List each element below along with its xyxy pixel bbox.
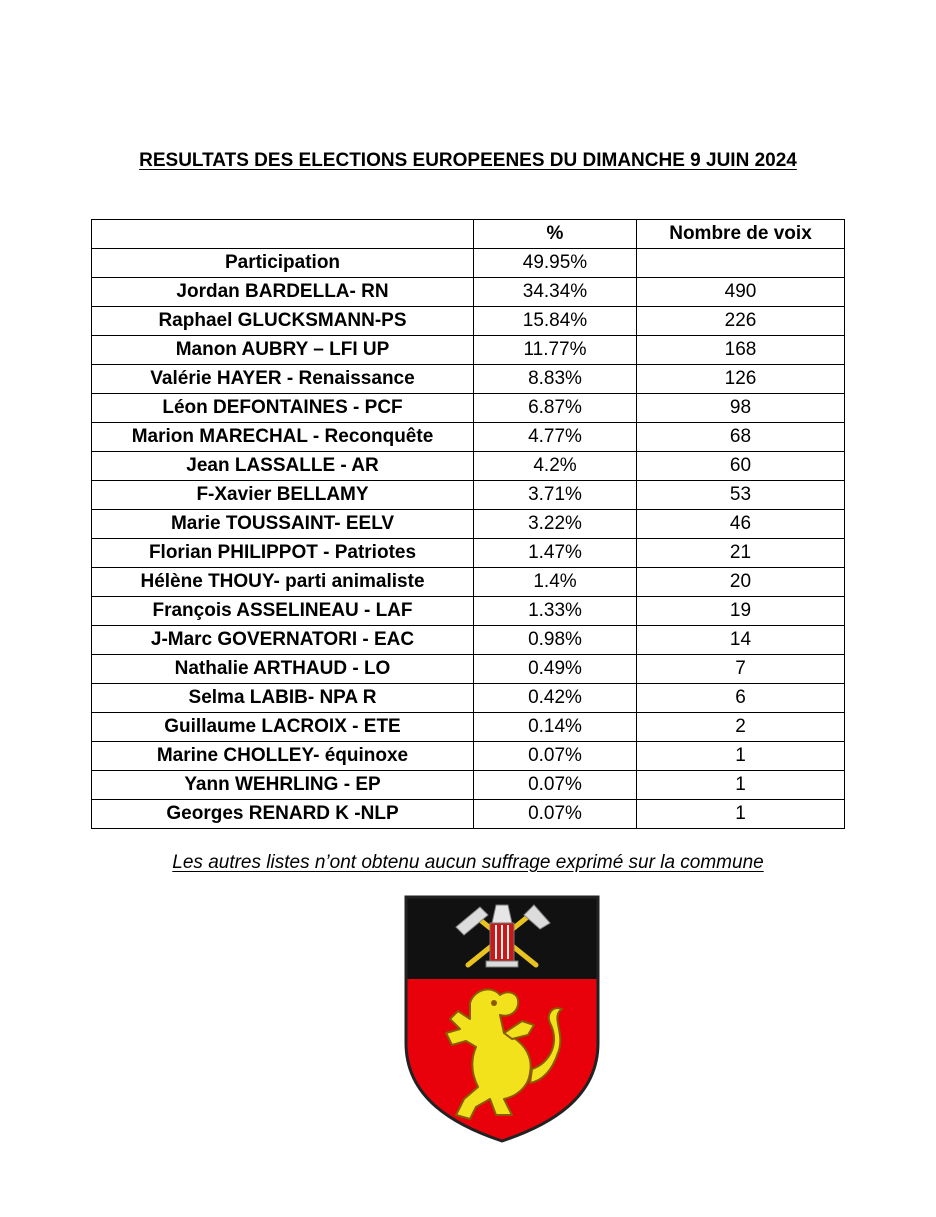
table-row xyxy=(92,336,845,365)
table-row xyxy=(92,452,845,481)
candidate-cell: François ASSELINEAU - LAF xyxy=(92,597,474,626)
table-row xyxy=(92,278,845,307)
table-row xyxy=(92,481,845,510)
header-candidate xyxy=(92,220,474,249)
results-table xyxy=(91,219,845,829)
table-row xyxy=(92,771,845,800)
votes-cell: 126 xyxy=(637,365,845,394)
table-row xyxy=(92,626,845,655)
votes-cell: 1 xyxy=(637,742,845,771)
table-header-row xyxy=(92,220,845,249)
candidate-cell: Florian PHILIPPOT - Patriotes xyxy=(92,539,474,568)
votes-cell: 7 xyxy=(637,655,845,684)
votes-cell: 60 xyxy=(637,452,845,481)
percent-cell: 1.4% xyxy=(474,568,637,597)
table-row xyxy=(92,800,845,829)
votes-cell: 2 xyxy=(637,713,845,742)
votes-cell: 68 xyxy=(637,423,845,452)
candidate-cell: Manon AUBRY – LFI UP xyxy=(92,336,474,365)
percent-cell: 34.34% xyxy=(474,278,637,307)
percent-cell: 8.83% xyxy=(474,365,637,394)
candidate-cell: F-Xavier BELLAMY xyxy=(92,481,474,510)
table-row xyxy=(92,249,845,278)
candidate-cell: J-Marc GOVERNATORI - EAC xyxy=(92,626,474,655)
table-row xyxy=(92,713,845,742)
votes-cell: 168 xyxy=(637,336,845,365)
coat-of-arms-icon xyxy=(400,893,604,1145)
candidate-cell: Raphael GLUCKSMANN-PS xyxy=(92,307,474,336)
percent-cell: 0.07% xyxy=(474,742,637,771)
table-row xyxy=(92,423,845,452)
percent-cell: 4.2% xyxy=(474,452,637,481)
votes-cell: 46 xyxy=(637,510,845,539)
table-row xyxy=(92,365,845,394)
votes-cell: 21 xyxy=(637,539,845,568)
votes-cell: 1 xyxy=(637,771,845,800)
votes-cell: 1 xyxy=(637,800,845,829)
percent-cell: 4.77% xyxy=(474,423,637,452)
percent-cell: 0.07% xyxy=(474,800,637,829)
table-row xyxy=(92,568,845,597)
candidate-cell: Guillaume LACROIX - ETE xyxy=(92,713,474,742)
header-votes: Nombre de voix xyxy=(637,220,845,249)
candidate-cell: Selma LABIB- NPA R xyxy=(92,684,474,713)
votes-cell xyxy=(637,249,845,278)
percent-cell: 1.33% xyxy=(474,597,637,626)
percent-cell: 6.87% xyxy=(474,394,637,423)
percent-cell: 0.07% xyxy=(474,771,637,800)
candidate-cell: Léon DEFONTAINES - PCF xyxy=(92,394,474,423)
candidate-cell: Nathalie ARTHAUD - LO xyxy=(92,655,474,684)
table-row xyxy=(92,597,845,626)
percent-cell: 3.22% xyxy=(474,510,637,539)
percent-cell: 0.42% xyxy=(474,684,637,713)
footnote: Les autres listes n’ont obtenu aucun suffrage exprimé sur la commune xyxy=(172,852,764,873)
percent-cell: 0.49% xyxy=(474,655,637,684)
table-row xyxy=(92,394,845,423)
percent-cell: 3.71% xyxy=(474,481,637,510)
percent-cell: 1.47% xyxy=(474,539,637,568)
candidate-cell: Jordan BARDELLA- RN xyxy=(92,278,474,307)
table-row xyxy=(92,539,845,568)
percent-cell: 15.84% xyxy=(474,307,637,336)
table-row xyxy=(92,655,845,684)
candidate-cell: Participation xyxy=(92,249,474,278)
votes-cell: 98 xyxy=(637,394,845,423)
table-row xyxy=(92,684,845,713)
votes-cell: 490 xyxy=(637,278,845,307)
candidate-cell: Marion MARECHAL - Reconquête xyxy=(92,423,474,452)
percent-cell: 0.14% xyxy=(474,713,637,742)
percent-cell: 0.98% xyxy=(474,626,637,655)
votes-cell: 53 xyxy=(637,481,845,510)
votes-cell: 19 xyxy=(637,597,845,626)
document-title: RESULTATS DES ELECTIONS EUROPEENES DU DIMANCHE 9 JUIN 2024 xyxy=(139,150,797,171)
table-row xyxy=(92,742,845,771)
votes-cell: 14 xyxy=(637,626,845,655)
votes-cell: 20 xyxy=(637,568,845,597)
candidate-cell: Valérie HAYER - Renaissance xyxy=(92,365,474,394)
percent-cell: 11.77% xyxy=(474,336,637,365)
votes-cell: 6 xyxy=(637,684,845,713)
header-percent: % xyxy=(474,220,637,249)
votes-cell: 226 xyxy=(637,307,845,336)
table-row xyxy=(92,307,845,336)
candidate-cell: Jean LASSALLE - AR xyxy=(92,452,474,481)
candidate-cell: Marine CHOLLEY- équinoxe xyxy=(92,742,474,771)
percent-cell: 49.95% xyxy=(474,249,637,278)
candidate-cell: Marie TOUSSAINT- EELV xyxy=(92,510,474,539)
candidate-cell: Hélène THOUY- parti animaliste xyxy=(92,568,474,597)
table-row xyxy=(92,510,845,539)
candidate-cell: Georges RENARD K -NLP xyxy=(92,800,474,829)
candidate-cell: Yann WEHRLING - EP xyxy=(92,771,474,800)
